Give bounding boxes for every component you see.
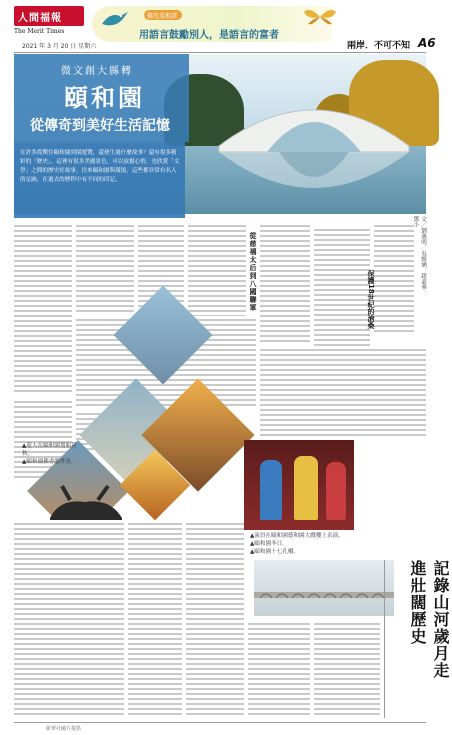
- jade-belt-bridge: [219, 84, 409, 170]
- article-column-5: [260, 222, 310, 342]
- badge-label: 佛光菜根譚: [147, 13, 178, 20]
- article-column-14: [186, 520, 244, 716]
- logo-text: 人間福報: [18, 13, 62, 24]
- article-column-1: [14, 222, 72, 392]
- bridge-arches: [254, 582, 394, 612]
- lede-box: [14, 142, 185, 218]
- photo-opera-stage: [244, 440, 354, 530]
- issue-date: 2021 年 3 月 20 日 星期六: [22, 43, 97, 50]
- opera-caption: ▲演員在頤和園德和園大戲樓上表演。 ▲頤和園冬日。 ▲頤和園十七孔橋。: [250, 533, 344, 555]
- page-number: A6: [418, 36, 436, 50]
- article-column-16: [314, 620, 380, 716]
- daily-slogan: 用語言鼓勵別人，是語言的富者: [139, 30, 279, 41]
- column-divider: [384, 560, 385, 718]
- article-column-13: [128, 520, 182, 716]
- article-column-15: [248, 620, 310, 716]
- hero-subtitle: 從傳奇到美好生活記憶: [30, 118, 170, 134]
- article-column-12: [14, 520, 124, 716]
- section-name: 兩岸．不可不知: [347, 41, 411, 51]
- article-column-2: [76, 222, 134, 312]
- middle-heading: 從慈禧太后到八國聯軍: [249, 232, 257, 312]
- opera-performer-center: [294, 456, 318, 520]
- bird-icon: [100, 8, 130, 30]
- sub-heading: 保護18世紀的滄桑: [367, 270, 375, 329]
- article-column-9: [260, 346, 426, 436]
- photo-credit: 新華社圖片提供: [46, 726, 82, 732]
- butterfly-icon: [300, 6, 340, 28]
- boat-caption: ▲遊人在頤和園划船賞秋。 ▲頤和園佛香閣外景。: [22, 443, 77, 465]
- article-column-4: [188, 222, 246, 322]
- opera-performer-right: [326, 462, 346, 520]
- hero-topic: 微文創大縣轉: [61, 66, 133, 77]
- header-divider: [14, 52, 426, 53]
- byline: 文／劉惠明．吳維涵．趙豪華．鄧小: [412, 216, 426, 296]
- article-column-6: [314, 226, 370, 356]
- photo-seventeen-arch-bridge: [254, 560, 394, 616]
- logo-english: The Merit Times: [14, 28, 65, 35]
- opera-performer-left: [260, 460, 282, 520]
- hero-title: 頤和園: [64, 84, 145, 112]
- headline-right: 記錄山河歲月走進壯闊歷史: [408, 560, 450, 679]
- lede-text: 在許多從嚮往頤和園到園遊覽，還發生過什麼故事？還有很多精彩的「歷史」，這裡有很多美麗景色，可以放鬆心情，也欣賞「文學」之間的歷史好故事，往來頤和園與環境，這些都非常有名人的足跡，在過去的歷程中有不同的印記。: [20, 150, 180, 183]
